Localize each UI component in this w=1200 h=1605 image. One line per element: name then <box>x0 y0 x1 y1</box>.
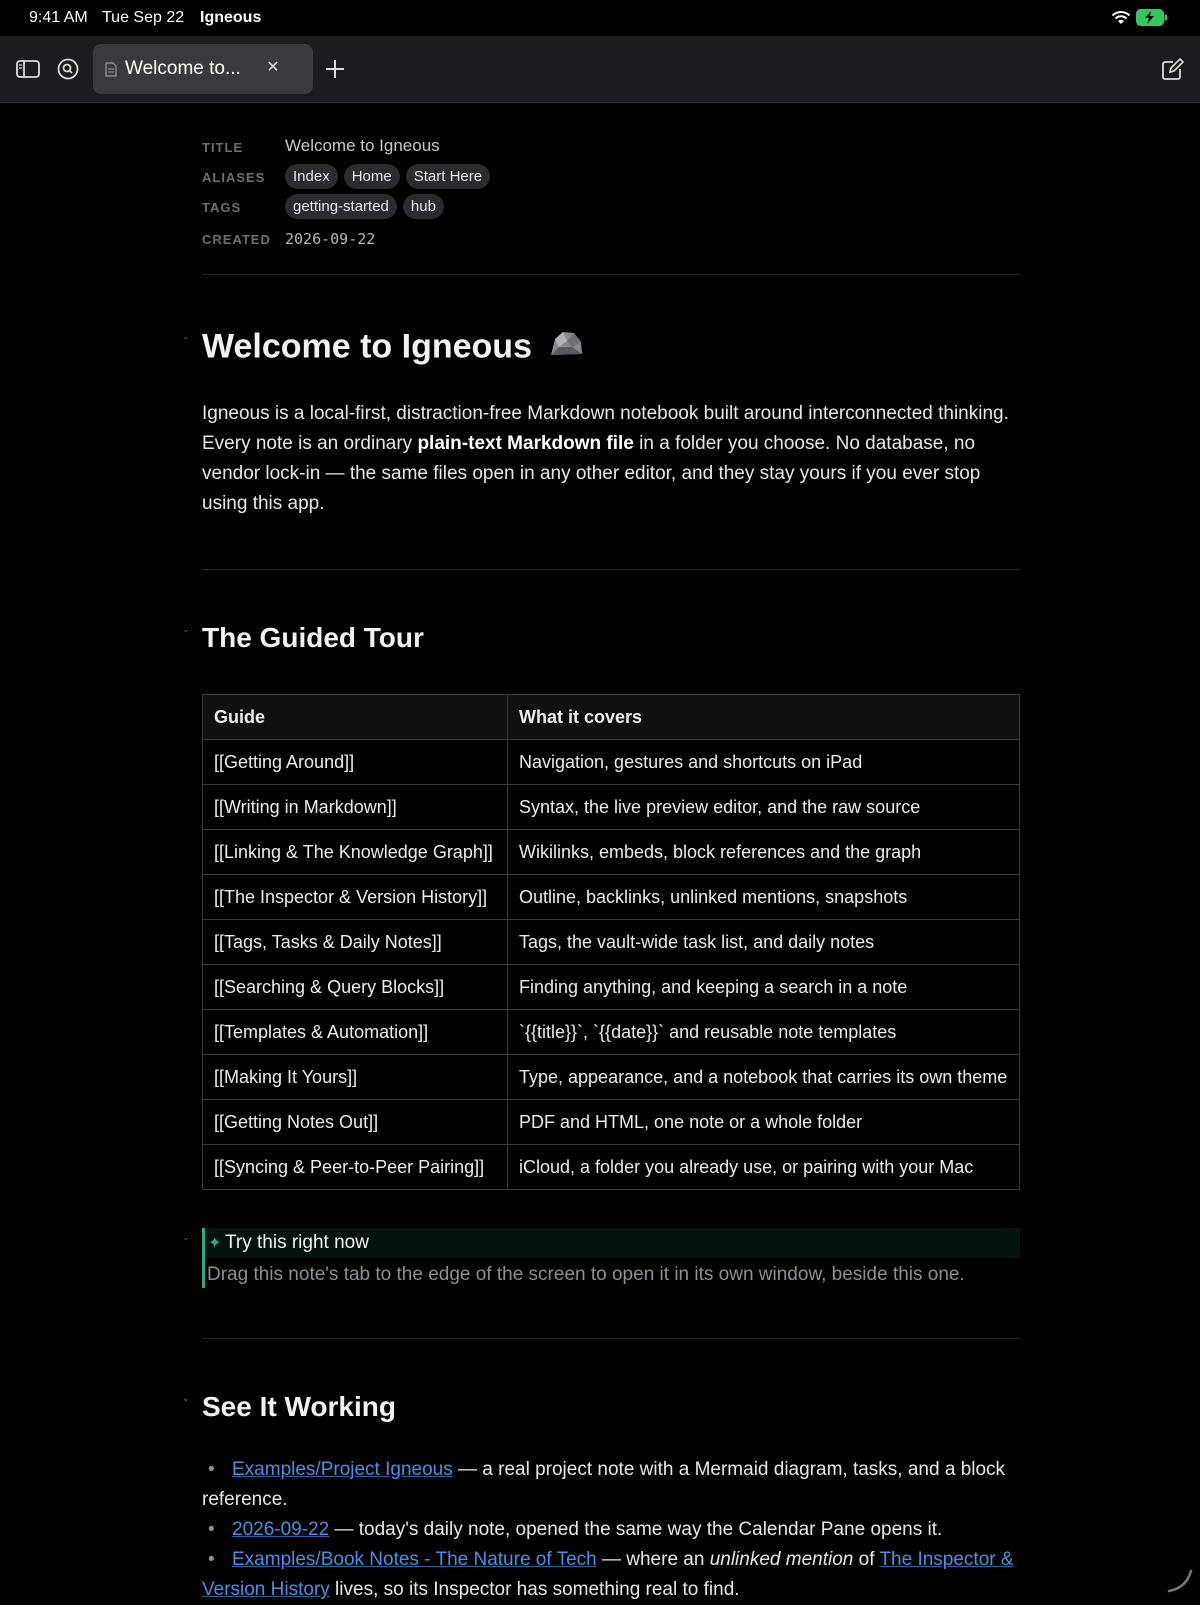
guide-description-cell: PDF and HTML, one note or a whole folder <box>508 1100 1020 1145</box>
wifi-icon <box>1111 10 1131 31</box>
intro-paragraph <box>202 399 1020 519</box>
alias-chip[interactable]: Start Here <box>406 164 490 189</box>
callout <box>182 1228 1020 1288</box>
guide-description-cell: Finding anything, and keeping a search in a note <box>508 965 1020 1010</box>
status-time: 9:41 AM <box>29 9 88 26</box>
bullet: • <box>208 1519 215 1540</box>
alias-chip[interactable]: Index <box>285 164 338 189</box>
example-list <box>202 1455 1020 1605</box>
property-key: TAGS <box>202 200 242 215</box>
intro-text: Igneous is a local-first, distraction-free Markdown notebook built around interconnected thinking. Every note is an ordinary <box>202 403 1009 454</box>
note-link[interactable]: Examples/Project Igneous <box>232 1459 453 1480</box>
note-content <box>182 102 1020 1605</box>
guide-table <box>202 694 1020 1190</box>
battery-icon <box>1136 9 1168 26</box>
property-tags <box>202 190 1020 222</box>
table-row <box>203 1100 1020 1145</box>
heading-section <box>182 327 1020 371</box>
rock-emoji-icon <box>547 327 585 370</box>
list-item-text: — a real project note with a Mermaid diagram, tasks, and a block reference. <box>202 1459 1006 1510</box>
table-row <box>203 740 1020 785</box>
tag-chip[interactable]: getting-started <box>285 194 397 219</box>
table-header-row <box>203 695 1020 740</box>
callout-header <box>205 1228 1020 1258</box>
table-row <box>203 920 1020 965</box>
guide-description-cell: Navigation, gestures and shortcuts on iPad <box>508 740 1020 785</box>
close-icon[interactable]: ✕ <box>266 59 280 76</box>
list-item-text: — today's daily note, opened the same way the Calendar Pane opens it. <box>329 1519 943 1540</box>
divider <box>202 1338 1020 1339</box>
table-header: What it covers <box>508 695 1020 740</box>
table-row <box>203 1010 1020 1055</box>
section-heading: See It Working <box>202 1391 396 1422</box>
divider <box>202 569 1020 570</box>
list-item-text: of <box>853 1549 880 1570</box>
fold-chevron-icon[interactable]: ⌄ <box>182 1232 190 1242</box>
status-bar <box>0 0 1200 36</box>
guide-link-cell[interactable]: [[Linking & The Knowledge Graph]] <box>203 830 508 875</box>
guide-link-cell[interactable]: [[Getting Notes Out]] <box>203 1100 508 1145</box>
property-title <box>202 130 1020 160</box>
note-link[interactable]: The Inspector & Version History <box>202 1549 1014 1600</box>
page-heading <box>202 327 1020 370</box>
table-row <box>203 1055 1020 1100</box>
guide-link-cell[interactable]: [[Getting Around]] <box>203 740 508 785</box>
alias-chip[interactable]: Home <box>344 164 400 189</box>
intro-bold-text: plain-text Markdown file <box>417 433 634 454</box>
table-row <box>203 965 1020 1010</box>
property-title-value[interactable]: Welcome to Igneous <box>285 136 440 155</box>
compose-icon[interactable] <box>1160 56 1186 82</box>
tag-chip[interactable]: hub <box>403 194 444 219</box>
status-date: Tue Sep 22 <box>102 9 185 26</box>
list-item <box>202 1515 1020 1545</box>
list-item-text: — where an <box>596 1549 710 1570</box>
list-item-italic: unlinked mention <box>709 1549 854 1570</box>
status-app-name: Igneous <box>200 9 262 26</box>
fold-chevron-icon[interactable]: ⌄ <box>182 331 190 341</box>
property-created-value: 2026-09-22 <box>285 230 376 248</box>
guide-link-cell[interactable]: [[Making It Yours]] <box>203 1055 508 1100</box>
callout-title: Try this right now <box>225 1232 369 1253</box>
fold-chevron-icon[interactable]: ⌄ <box>182 624 190 634</box>
note-link[interactable]: Examples/Book Notes - The Nature of Tech <box>232 1549 597 1570</box>
property-aliases <box>202 160 1020 190</box>
guide-description-cell: Tags, the vault-wide task list, and daily notes <box>508 920 1020 965</box>
bullet: • <box>208 1459 215 1480</box>
guide-description-cell: Outline, backlinks, unlinked mentions, snapshots <box>508 875 1020 920</box>
table-header: Guide <box>203 695 508 740</box>
page-heading-text: Welcome to Igneous <box>202 327 532 366</box>
plus-icon[interactable] <box>322 56 348 82</box>
sparkle-icon: ✦ <box>208 1235 222 1252</box>
bullet: • <box>208 1549 215 1570</box>
note-link[interactable]: 2026-09-22 <box>232 1519 330 1540</box>
guide-link-cell[interactable]: [[Tags, Tasks & Daily Notes]] <box>203 920 508 965</box>
section-heading: The Guided Tour <box>202 622 424 653</box>
guide-description-cell: Syntax, the live preview editor, and the raw source <box>508 785 1020 830</box>
tab-bar <box>0 36 1200 103</box>
table-row <box>203 785 1020 830</box>
heading-section <box>182 1391 1020 1427</box>
guide-link-cell[interactable]: [[Searching & Query Blocks]] <box>203 965 508 1010</box>
guide-link-cell[interactable]: [[Templates & Automation]] <box>203 1010 508 1055</box>
property-created <box>202 222 1020 252</box>
sidebar-toggle-icon[interactable] <box>15 56 41 82</box>
resize-handle-icon[interactable] <box>1166 1566 1194 1599</box>
table-row <box>203 830 1020 875</box>
heading-section <box>182 622 1020 658</box>
document-icon <box>105 62 117 82</box>
property-key: CREATED <box>202 232 271 247</box>
list-item-text: lives, so its Inspector has something real to find. <box>329 1579 740 1600</box>
guide-link-cell[interactable]: [[The Inspector & Version History]] <box>203 875 508 920</box>
guide-description-cell: iCloud, a folder you already use, or pairing with your Mac <box>508 1145 1020 1190</box>
intro-text: in a folder you choose. No database, no vendor lock-in — the same files open in any other editor, and they stay yours if you ever stop using this app. <box>202 433 981 514</box>
table-row <box>203 875 1020 920</box>
callout-body: Drag this note's tab to the edge of the screen to open it in its own window, beside this one. <box>207 1264 965 1285</box>
guide-description-cell: Wikilinks, embeds, block references and the graph <box>508 830 1020 875</box>
guide-link-cell[interactable]: [[Syncing & Peer-to-Peer Pairing]] <box>203 1145 508 1190</box>
guide-link-cell[interactable]: [[Writing in Markdown]] <box>203 785 508 830</box>
property-key: ALIASES <box>202 170 266 185</box>
divider <box>202 274 1020 275</box>
list-item <box>202 1545 1020 1605</box>
search-icon[interactable] <box>55 56 81 82</box>
table-row <box>203 1145 1020 1190</box>
tab-title: Welcome to... <box>125 58 241 79</box>
guide-description-cell: `{{title}}`, `{{date}}` and reusable note templates <box>508 1010 1020 1055</box>
guide-description-cell: Type, appearance, and a notebook that carries its own theme <box>508 1055 1020 1100</box>
property-key: TITLE <box>202 140 244 155</box>
list-item <box>202 1455 1020 1515</box>
tab-welcome[interactable] <box>93 44 313 94</box>
fold-chevron-icon[interactable]: ⌄ <box>182 1393 190 1403</box>
